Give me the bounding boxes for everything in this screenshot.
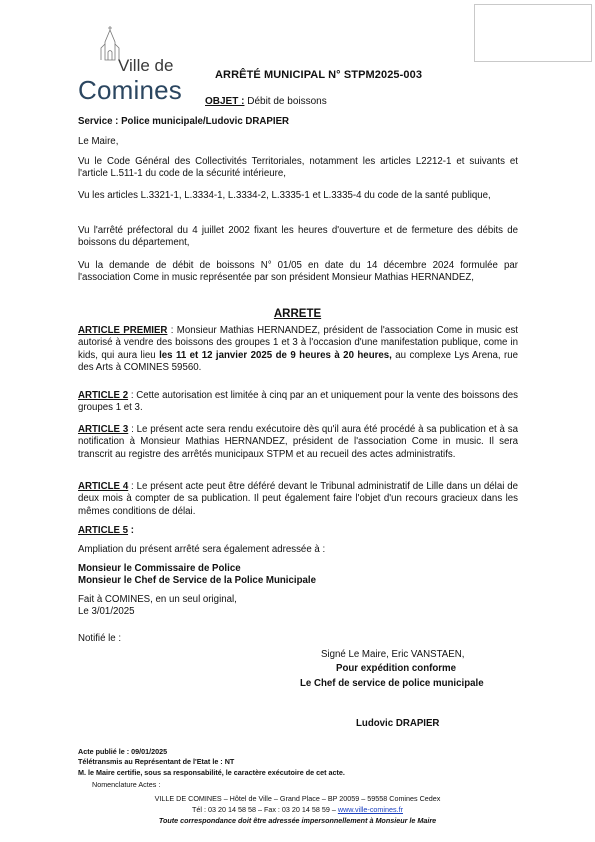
vu-paragraph-3: Vu l'arrêté préfectoral du 4 juillet 2002 fixant les heures d'ouverture et de fermeture des débits de boissons du département, [78, 225, 518, 249]
ampliation-line: Ampliation du présent arrêté sera également adressée à : [78, 544, 326, 555]
le-maire: Le Maire, [78, 136, 119, 147]
city-logo [78, 26, 194, 106]
service-line: Service : Police municipale/Ludovic DRAPIER [78, 116, 290, 127]
article-5: ARTICLE 5 : [78, 525, 134, 536]
footer-transmitted: Télétransmis au Représentant de l'Etat le : NT [78, 757, 235, 766]
objet-line [205, 96, 327, 107]
vu-paragraph-4: Vu la demande de débit de boissons N° 01/05 en date du 14 décembre 2024 formulée par l'association Come in music représentée par son président Monsieur Mathias HERNANDEZ, [78, 260, 518, 284]
signature-mayor: Signé Le Maire, Eric VANSTAEN, [321, 649, 465, 660]
article-4-label: ARTICLE 4 [78, 481, 129, 492]
footer-website-link[interactable]: www.ville-comines.fr [337, 805, 403, 814]
footer-address: VILLE DE COMINES – Hôtel de Ville – Grand Place – BP 20059 – 59558 Comines Cedex [154, 794, 441, 803]
objet-label: OBJET : [205, 96, 245, 107]
footer-nomenclature: Nomenclature Actes : [92, 780, 161, 789]
signature-chief-title: Le Chef de service de police municipale [300, 678, 484, 689]
footer-contact [0, 805, 595, 815]
signature-expedition: Pour expédition conforme [336, 663, 457, 674]
recipient-1: Monsieur le Commissaire de Police [78, 563, 241, 574]
notifie-line: Notifié le : [78, 633, 122, 644]
vu-paragraph-1: Vu le Code Général des Collectivités Territoriales, notamment les articles L2212-1 et suivants et l'article L.511-1 du code de la sécurité intérieure, [78, 156, 518, 180]
article-5-label: ARTICLE 5 [78, 525, 129, 536]
article-2: ARTICLE 2 : Cette autorisation est limitée à cinq par an et uniquement pour la vente des boissons des groupes 1 et 3. [78, 390, 518, 414]
signature-name: Ludovic DRAPIER [356, 718, 440, 729]
article-4: ARTICLE 4 : Le présent acte peut être déféré devant le Tribunal administratif de Lille dans un délai de deux mois à compter de sa publication. Il peut également faire l'objet d'un recours gracieux dans les mêmes conditions de délai. [78, 481, 518, 517]
article-1-label: ARTICLE PREMIER [78, 325, 168, 336]
footer-certification: M. le Maire certifie, sous sa responsabilité, le caractère exécutoire de cet acte. [78, 768, 345, 777]
document-title: ARRÊTÉ MUNICIPAL N° STPM2025-003 [215, 69, 423, 81]
article-3: ARTICLE 3 : Le présent acte sera rendu exécutoire dès qu'il aura été procédé à sa publication et à sa notification à Monsieur Mathias HERNANDEZ, président de l'association Come in music. Il sera transcrit au registre des arrêtés municipaux STPM et au recueil des actes administratifs. [78, 424, 518, 460]
article-3-label: ARTICLE 3 [78, 424, 129, 435]
stamp-box [474, 4, 592, 62]
logo-ville-text: Ville de [118, 56, 174, 75]
objet-text: Débit de boissons [244, 96, 327, 107]
footer-published: Acte publié le : 09/01/2025 [78, 747, 168, 756]
article-2-label: ARTICLE 2 [78, 390, 129, 401]
footer-notice: Toute correspondance doit être adressée impersonnellement à Monsieur le Maire [158, 816, 437, 825]
logo-comines-text: Comines [78, 75, 182, 105]
date-line: Le 3/01/2025 [78, 606, 135, 617]
recipient-2: Monsieur le Chef de Service de la Police Municipale [78, 575, 316, 586]
fait-line: Fait à COMINES, en un seul original, [78, 594, 237, 605]
arrete-heading: ARRETE [273, 308, 322, 320]
vu-paragraph-2: Vu les articles L.3321-1, L.3334-1, L.3334-2, L.3335-1 et L.3335-4 du code de la santé publique, [78, 190, 491, 201]
article-1: ARTICLE PREMIER : Monsieur Mathias HERNANDEZ, président de l'association Come in music est autorisé à vendre des boissons des groupes 1 et 3 à l'occasion d'une manifestation publique, come in kids, qui aura lieu les 11 et 12 janvier 2025 de 9 heures à 20 heures, au complexe Lys Arena, rue des Arts à COMINES 59560. [78, 325, 519, 374]
footer-phone-fax: Tél : 03 20 14 58 58 – Fax : 03 20 14 58 59 – [192, 805, 338, 814]
